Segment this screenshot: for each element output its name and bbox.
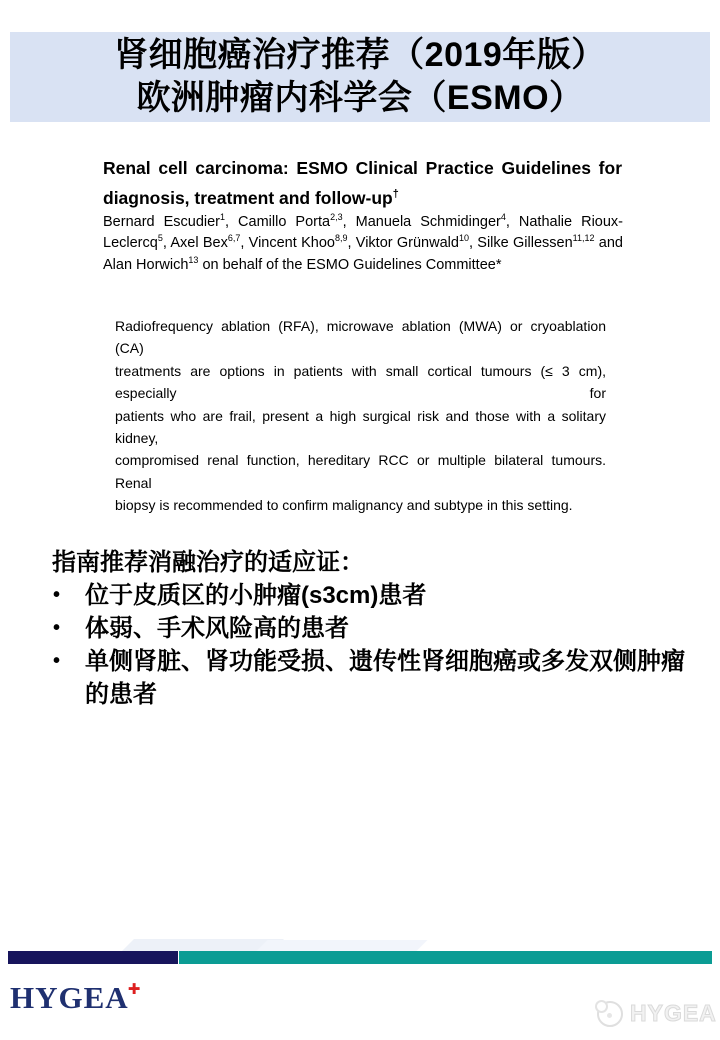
paper-author-list: Bernard Escudier$^1$, Camillo Porta$^{2,3}$, Manuela Schmidinger$^4$, Nathalie Rioux- Leclercq$^5$, Axel Bex$^{6,7}$, Vincent Khoo$^{8,9}$, Viktor Grünwald$^{10}$, Silke Gillessen$^{11,12}$ and Alan Horwich$^{13}$ on behalf of the ESMO Guidelines Committee* [103,212,623,273]
bullet-icon: • [53,584,61,606]
indications-list [50,579,695,711]
list-item [50,579,695,612]
list-item [50,645,695,711]
red-cross-icon: ✚ [127,980,142,998]
indication-text: 单侧肾脏、肾功能受损、遗传性肾细胞癌或多发双侧肿瘤的患者 [85,648,685,708]
paper-abstract-paragraph: Radiofrequency ablation (RFA), microwave ablation (MWA) or cryoablation (CA) treatments are options in patients with small cortical tumours (≤ 3 cm), especially for patients who are frail, present a high surgical risk and those with a solitary kidney, compromised renal function, hereditary RCC or multiple bilateral tumours. Renal biopsy is recommended to confirm malignancy and subtype in this setting. [115,318,606,514]
paper-title: Renal cell carcinoma: ESMO Clinical Practice Guidelines for diagnosis, treatment and follow-up† [103,158,622,208]
indication-text: 位于皮质区的小肿瘤(s3cm)患者 [85,582,427,609]
slide-title-band [10,32,710,122]
slide-title-line-2: 欧洲肿瘤内科学会（ESMO） [136,79,584,117]
footer-teal-bar [179,951,712,964]
footer-decorative-streak [257,940,428,951]
list-item [50,612,695,645]
indications-heading: 指南推荐消融治疗的适应证： [52,549,364,576]
slide-title-line-1: 肾细胞癌治疗推荐（2019年版） [114,36,606,74]
hygea-logo-text: HYGEA [10,980,129,1015]
hygea-emblem-icon [597,1001,623,1027]
hygea-logo [10,980,142,1016]
watermark-text: HYGEA [630,1000,717,1026]
footer-navy-bar [8,951,178,964]
bullet-icon: • [53,617,61,639]
bullet-icon: • [53,650,61,672]
indications-section [50,546,698,711]
hygea-watermark [597,1000,717,1027]
indication-text: 体弱、手术风险高的患者 [85,615,349,642]
